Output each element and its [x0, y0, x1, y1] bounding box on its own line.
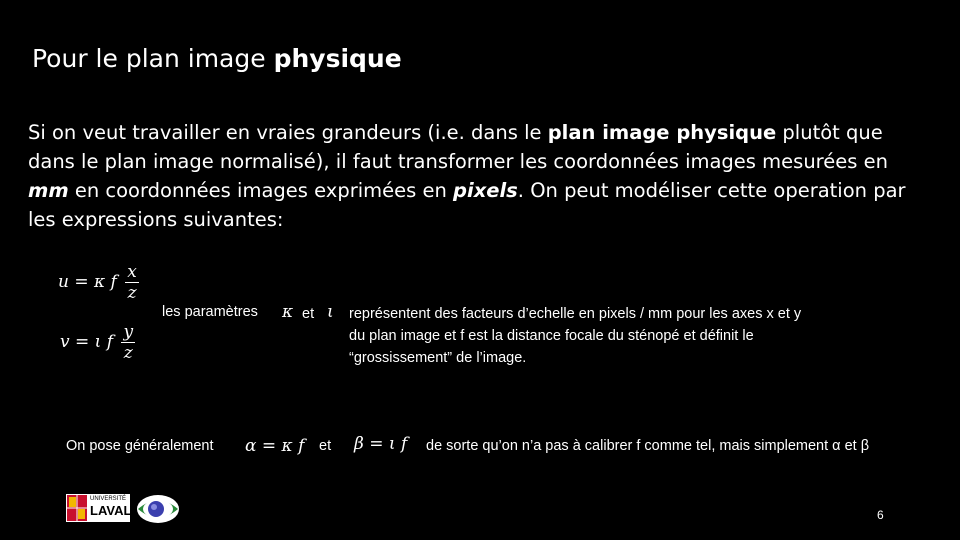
params-line-3: “grossissement” de l’image. [349, 350, 527, 366]
equation-u-fraction [125, 262, 139, 303]
params-line-2: du plan image et f est la distance focale du sténopé et définit le [349, 328, 754, 344]
bottom-text: de sorte qu’on n’a pas à calibrer f comme tel, mais simplement α et β [426, 438, 870, 454]
equation-u-denominator: z [127, 283, 137, 303]
bottom-et: et [319, 438, 332, 454]
alpha-equation: α = κ f [245, 436, 305, 456]
title-bold: physique [273, 44, 402, 73]
kappa-symbol: κ [282, 302, 294, 322]
body-text-4: . On peut modéliser cette operation par les expressions suivantes: [28, 179, 906, 231]
logo-university-text: UNIVERSITÉ [90, 496, 127, 502]
equation-u-numerator: x [127, 262, 137, 282]
body-text-1: Si on veut travailler en vraies grandeurs (i.e. dans le [28, 121, 548, 144]
iota-symbol: ι [327, 302, 334, 322]
equation-v-numerator: y [123, 322, 134, 342]
logo-laval-text: LAVAL [90, 503, 132, 518]
body-text-3: en coordonnées images exprimées en [68, 179, 454, 202]
page-number: 6 [877, 508, 884, 522]
equation-v-denominator: z [123, 343, 133, 363]
title-prefix: Pour le plan image [32, 44, 274, 73]
equation-u-lhs: u = κ f [58, 272, 117, 292]
body-emph-mm: mm [28, 179, 69, 202]
universite-laval-logo [66, 494, 130, 522]
body-text-2: plutôt que dans le plan image normalisé), il faut transformer les coordonnées images mesurées en [28, 121, 888, 173]
eye-icon [136, 494, 180, 524]
equation-v [60, 322, 135, 363]
equation-v-lhs: v = ι f [60, 332, 114, 352]
bottom-label: On pose généralement [66, 438, 214, 454]
slide-title [32, 44, 402, 73]
equation-v-fraction [121, 322, 135, 363]
params-label: les paramètres [162, 304, 258, 320]
params-et: et [302, 306, 315, 322]
body-bold-1: plan image physique [547, 121, 777, 144]
vision-lab-logo [136, 494, 180, 524]
body-emph-pixels: pixels [453, 179, 518, 202]
beta-equation: β = ι f [354, 434, 408, 454]
body-paragraph [28, 118, 928, 234]
params-line-1: représentent des facteurs d’echelle en pixels / mm pour les axes x et y [349, 306, 802, 322]
equation-u [58, 262, 139, 303]
